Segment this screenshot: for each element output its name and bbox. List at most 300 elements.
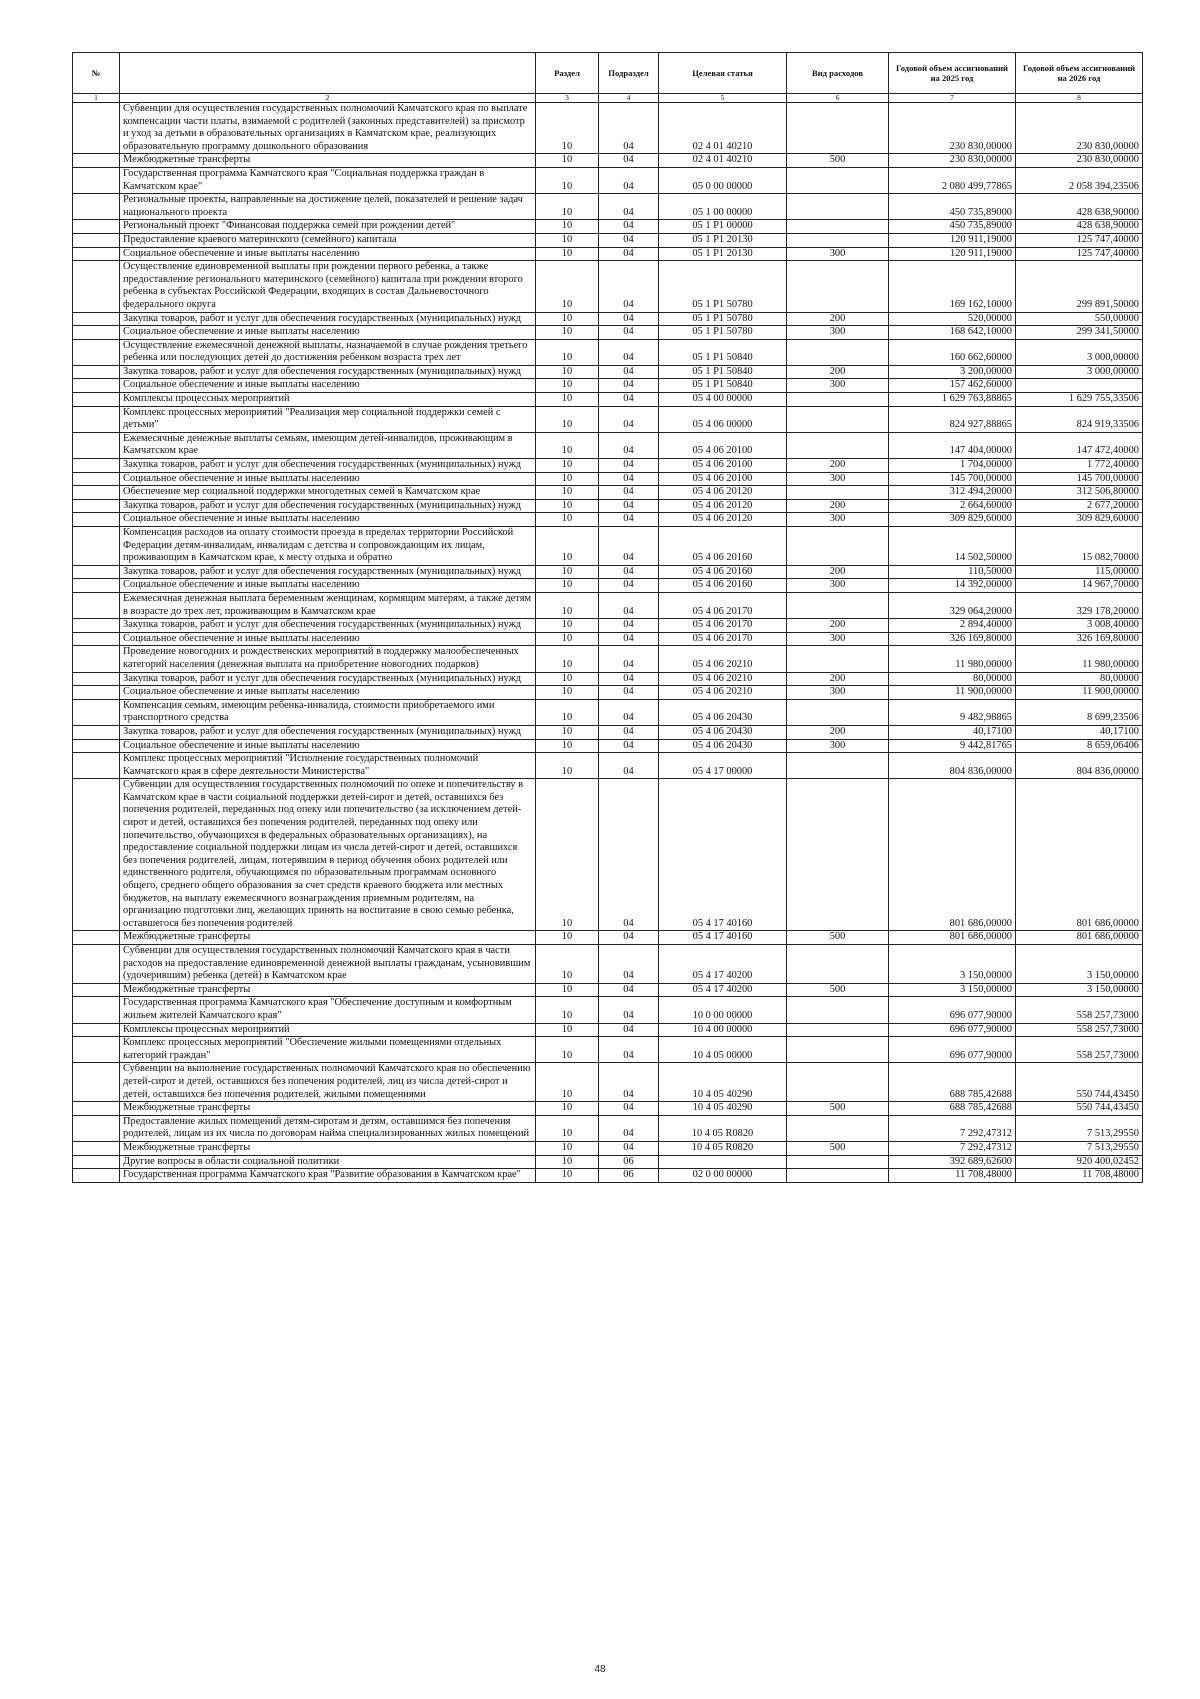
row-volume-2025-cell: 804 836,00000 <box>889 753 1016 779</box>
row-volume-2026-cell: 40,17100 <box>1016 725 1143 739</box>
row-number-cell <box>73 672 120 686</box>
row-volume-2025-cell: 230 830,00000 <box>889 103 1016 154</box>
row-number-cell <box>73 365 120 379</box>
row-razdel-cell: 10 <box>536 686 599 700</box>
row-number-cell <box>73 579 120 593</box>
row-target-article-cell: 10 4 05 00000 <box>659 1037 787 1063</box>
row-target-article-cell: 05 4 06 20100 <box>659 432 787 458</box>
row-volume-2025-cell: 450 735,89000 <box>889 194 1016 220</box>
row-podrazdel-cell: 04 <box>599 486 659 500</box>
row-podrazdel-cell: 04 <box>599 472 659 486</box>
column-number-row <box>73 94 1143 103</box>
row-number-cell <box>73 194 120 220</box>
row-volume-2026-cell: 11 708,48000 <box>1016 1169 1143 1183</box>
row-expense-type-cell: 200 <box>787 499 889 513</box>
row-target-article-cell: 05 1 P1 00000 <box>659 220 787 234</box>
row-podrazdel-cell: 04 <box>599 1141 659 1155</box>
table-row <box>73 672 1143 686</box>
column-number: 1 <box>73 94 120 103</box>
row-razdel-cell: 10 <box>536 486 599 500</box>
row-expense-type-cell: 200 <box>787 312 889 326</box>
row-volume-2026-cell: 550 744,43450 <box>1016 1063 1143 1102</box>
row-volume-2026-cell: 8 659,06406 <box>1016 739 1143 753</box>
row-number-cell <box>73 983 120 997</box>
row-podrazdel-cell: 04 <box>599 379 659 393</box>
row-expense-type-cell: 500 <box>787 154 889 168</box>
row-razdel-cell: 10 <box>536 579 599 593</box>
row-volume-2025-cell: 169 162,10000 <box>889 261 1016 312</box>
row-expense-type-cell: 200 <box>787 672 889 686</box>
column-number: 8 <box>1016 94 1143 103</box>
row-podrazdel-cell: 04 <box>599 154 659 168</box>
row-expense-type-cell <box>787 339 889 365</box>
row-target-article-cell: 05 4 06 20160 <box>659 565 787 579</box>
page-number: 48 <box>594 1664 606 1675</box>
row-podrazdel-cell: 04 <box>599 1102 659 1116</box>
row-number-cell <box>73 247 120 261</box>
row-name-cell: Осуществление единовременной выплаты при рождении первого ребенка, а также предоставление регионального материнского (семейного) капитала при рождении второго ребенка в субъектах Российской Федерации, входящих в состав Дальневосточного федерального округа <box>120 261 536 312</box>
row-number-cell <box>73 103 120 154</box>
row-expense-type-cell <box>787 1115 889 1141</box>
row-number-cell <box>73 432 120 458</box>
row-number-cell <box>73 739 120 753</box>
row-razdel-cell: 10 <box>536 379 599 393</box>
table-row <box>73 406 1143 432</box>
table-row <box>73 592 1143 618</box>
row-expense-type-cell: 300 <box>787 686 889 700</box>
row-podrazdel-cell: 04 <box>599 499 659 513</box>
row-number-cell <box>73 312 120 326</box>
row-volume-2025-cell: 9 442,81765 <box>889 739 1016 753</box>
row-volume-2026-cell: 11 980,00000 <box>1016 646 1143 672</box>
row-razdel-cell: 10 <box>536 1023 599 1037</box>
row-expense-type-cell <box>787 1169 889 1183</box>
row-volume-2026-cell: 2 058 394,23506 <box>1016 167 1143 193</box>
table-row <box>73 1141 1143 1155</box>
row-name-cell: Закупка товаров, работ и услуг для обеспечения государственных (муниципальных) нужд <box>120 312 536 326</box>
row-volume-2025-cell: 3 150,00000 <box>889 983 1016 997</box>
row-podrazdel-cell: 04 <box>599 527 659 566</box>
table-row <box>73 997 1143 1023</box>
row-number-cell <box>73 1169 120 1183</box>
table-row <box>73 699 1143 725</box>
row-podrazdel-cell: 04 <box>599 326 659 340</box>
row-podrazdel-cell: 04 <box>599 247 659 261</box>
row-name-cell: Социальное обеспечение и иные выплаты населению <box>120 326 536 340</box>
row-volume-2026-cell: 558 257,73000 <box>1016 997 1143 1023</box>
row-volume-2025-cell: 230 830,00000 <box>889 154 1016 168</box>
row-expense-type-cell <box>787 646 889 672</box>
row-name-cell: Субвенции для осуществления государственных полномочий по опеке и попечительству в Камчатском крае в части социальной поддержки детей-сирот и детей, оставшихся без попечения родителей, переданных под опеку или попечительство (за исключением детей-сирот и детей, оставшихся без попечения родителей, переданных под опеку или попечительство, обучающихся в федеральных образовательных организациях), на предоставление социальной поддержки лицам из числа детей-сирот и детей, оставшихся без попечения родителей, лицам, потерявшим в период обучения обоих родителей или единственного родителя, обучающимся по образовательным программам основного общего, среднего общего образования за счет средств краевого бюджета или местных бюджетов, на выплату ежемесячного вознаграждения приемным родителям, на организацию подготовки лиц, желающих принять на воспитание в свою семью ребенка, оставшегося без попечения родителей <box>120 779 536 931</box>
header-number: № <box>73 53 120 94</box>
row-name-cell: Межбюджетные трансферты <box>120 1141 536 1155</box>
row-name-cell: Региональные проекты, направленные на достижение целей, показателей и решение задач национального проекта <box>120 194 536 220</box>
row-volume-2025-cell: 11 900,00000 <box>889 686 1016 700</box>
row-target-article-cell: 10 4 05 40290 <box>659 1102 787 1116</box>
row-volume-2026-cell: 299 341,50000 <box>1016 326 1143 340</box>
row-target-article-cell: 05 4 06 20210 <box>659 672 787 686</box>
row-volume-2026-cell: 920 400,02452 <box>1016 1155 1143 1169</box>
row-podrazdel-cell: 04 <box>599 686 659 700</box>
row-name-cell: Компенсация семьям, имеющим ребенка-инвалида, стоимости приобретаемого ими транспортного средства <box>120 699 536 725</box>
row-expense-type-cell <box>787 1155 889 1169</box>
row-expense-type-cell <box>787 393 889 407</box>
row-number-cell <box>73 1155 120 1169</box>
row-razdel-cell: 10 <box>536 565 599 579</box>
row-razdel-cell: 10 <box>536 1102 599 1116</box>
row-volume-2025-cell: 1 704,00000 <box>889 459 1016 473</box>
table-row <box>73 1169 1143 1183</box>
row-number-cell <box>73 527 120 566</box>
row-target-article-cell: 05 1 P1 50780 <box>659 312 787 326</box>
row-number-cell <box>73 220 120 234</box>
row-volume-2025-cell: 450 735,89000 <box>889 220 1016 234</box>
row-volume-2026-cell: 230 830,00000 <box>1016 103 1143 154</box>
row-razdel-cell: 10 <box>536 1115 599 1141</box>
row-name-cell: Закупка товаров, работ и услуг для обеспечения государственных (муниципальных) нужд <box>120 565 536 579</box>
row-volume-2026-cell: 80,00000 <box>1016 672 1143 686</box>
row-target-article-cell: 05 4 06 20120 <box>659 499 787 513</box>
row-volume-2026-cell: 558 257,73000 <box>1016 1037 1143 1063</box>
row-volume-2026-cell: 8 699,23506 <box>1016 699 1143 725</box>
row-podrazdel-cell: 04 <box>599 779 659 931</box>
row-target-article-cell: 05 4 06 20210 <box>659 646 787 672</box>
row-razdel-cell: 10 <box>536 154 599 168</box>
row-name-cell: Субвенции для осуществления государственных полномочий Камчатского края в части расходов на предоставление единовременной денежной выплаты гражданам, усыновившим (удочерившим) ребенка (детей) в Камчатском крае <box>120 945 536 984</box>
row-number-cell <box>73 499 120 513</box>
row-target-article-cell: 05 1 P1 20130 <box>659 233 787 247</box>
table-row <box>73 632 1143 646</box>
row-volume-2026-cell <box>1016 379 1143 393</box>
row-expense-type-cell <box>787 753 889 779</box>
row-expense-type-cell: 300 <box>787 379 889 393</box>
table-row <box>73 154 1143 168</box>
row-expense-type-cell <box>787 1063 889 1102</box>
row-name-cell: Комплекс процессных мероприятий "Обеспечение жилыми помещениями отдельных категорий граждан" <box>120 1037 536 1063</box>
row-target-article-cell: 05 4 06 20120 <box>659 513 787 527</box>
row-razdel-cell: 10 <box>536 1037 599 1063</box>
row-podrazdel-cell: 04 <box>599 753 659 779</box>
row-razdel-cell: 10 <box>536 103 599 154</box>
row-number-cell <box>73 686 120 700</box>
row-volume-2025-cell: 392 689,62600 <box>889 1155 1016 1169</box>
row-razdel-cell: 10 <box>536 432 599 458</box>
row-number-cell <box>73 699 120 725</box>
row-volume-2026-cell: 824 919,33506 <box>1016 406 1143 432</box>
table-row <box>73 646 1143 672</box>
row-target-article-cell: 05 0 00 00000 <box>659 167 787 193</box>
row-podrazdel-cell: 04 <box>599 699 659 725</box>
row-razdel-cell: 10 <box>536 1155 599 1169</box>
row-number-cell <box>73 565 120 579</box>
row-podrazdel-cell: 04 <box>599 565 659 579</box>
row-number-cell <box>73 632 120 646</box>
row-number-cell <box>73 753 120 779</box>
budget-sheet <box>72 52 1142 1183</box>
row-volume-2026-cell: 558 257,73000 <box>1016 1023 1143 1037</box>
row-target-article-cell: 05 1 P1 50840 <box>659 365 787 379</box>
table-row <box>73 513 1143 527</box>
row-razdel-cell: 10 <box>536 779 599 931</box>
column-number: 7 <box>889 94 1016 103</box>
row-target-article-cell: 05 4 00 00000 <box>659 393 787 407</box>
row-volume-2026-cell: 2 677,20000 <box>1016 499 1143 513</box>
row-podrazdel-cell: 04 <box>599 983 659 997</box>
table-row <box>73 1023 1143 1037</box>
table-row <box>73 103 1143 154</box>
row-number-cell <box>73 619 120 633</box>
row-number-cell <box>73 1141 120 1155</box>
row-number-cell <box>73 646 120 672</box>
row-razdel-cell: 10 <box>536 194 599 220</box>
row-razdel-cell: 10 <box>536 592 599 618</box>
row-name-cell: Социальное обеспечение и иные выплаты населению <box>120 247 536 261</box>
row-target-article-cell: 05 4 06 20100 <box>659 459 787 473</box>
table-body <box>73 103 1143 1183</box>
row-name-cell: Ежемесячные денежные выплаты семьям, имеющим детей-инвалидов, проживающим в Камчатском крае <box>120 432 536 458</box>
row-expense-type-cell: 300 <box>787 326 889 340</box>
row-name-cell: Социальное обеспечение и иные выплаты населению <box>120 379 536 393</box>
row-volume-2025-cell: 157 462,60000 <box>889 379 1016 393</box>
row-expense-type-cell: 500 <box>787 1102 889 1116</box>
row-podrazdel-cell: 04 <box>599 619 659 633</box>
row-name-cell: Социальное обеспечение и иные выплаты населению <box>120 513 536 527</box>
row-volume-2025-cell: 80,00000 <box>889 672 1016 686</box>
row-name-cell: Компенсация расходов на оплату стоимости проезда в пределах территории Российской Федерации детям-инвалидам, инвалидам с детства и сопровождающим их лицам, проживающим в Камчатском крае, к месту отдыха и обратно <box>120 527 536 566</box>
row-razdel-cell: 10 <box>536 646 599 672</box>
row-expense-type-cell: 200 <box>787 565 889 579</box>
row-volume-2025-cell: 7 292,47312 <box>889 1115 1016 1141</box>
row-expense-type-cell <box>787 233 889 247</box>
row-expense-type-cell: 200 <box>787 725 889 739</box>
row-razdel-cell: 10 <box>536 167 599 193</box>
header-expense-type: Вид расходов <box>787 53 889 94</box>
row-number-cell <box>73 779 120 931</box>
row-volume-2025-cell: 329 064,20000 <box>889 592 1016 618</box>
row-razdel-cell: 10 <box>536 699 599 725</box>
row-name-cell: Комплекс процессных мероприятий "Исполнение государственных полномочий Камчатского края в сфере деятельности Министерства" <box>120 753 536 779</box>
header-target-article: Целевая статья <box>659 53 787 94</box>
row-target-article-cell: 05 1 P1 50840 <box>659 339 787 365</box>
row-expense-type-cell: 200 <box>787 619 889 633</box>
table-row <box>73 725 1143 739</box>
table-row <box>73 167 1143 193</box>
row-volume-2025-cell: 7 292,47312 <box>889 1141 1016 1155</box>
row-expense-type-cell: 500 <box>787 1141 889 1155</box>
row-target-article-cell: 05 4 17 00000 <box>659 753 787 779</box>
row-expense-type-cell <box>787 261 889 312</box>
row-name-cell: Обеспечение мер социальной поддержки многодетных семей в Камчатском крае <box>120 486 536 500</box>
table-row <box>73 619 1143 633</box>
row-name-cell: Комплексы процессных мероприятий <box>120 1023 536 1037</box>
row-target-article-cell: 05 1 P1 50780 <box>659 326 787 340</box>
table-row <box>73 579 1143 593</box>
row-expense-type-cell: 200 <box>787 365 889 379</box>
row-razdel-cell: 10 <box>536 247 599 261</box>
row-volume-2025-cell: 40,17100 <box>889 725 1016 739</box>
row-expense-type-cell: 300 <box>787 632 889 646</box>
row-podrazdel-cell: 06 <box>599 1169 659 1183</box>
row-name-cell: Предоставление краевого материнского (семейного) капитала <box>120 233 536 247</box>
row-podrazdel-cell: 04 <box>599 931 659 945</box>
row-expense-type-cell: 300 <box>787 472 889 486</box>
row-volume-2025-cell: 3 150,00000 <box>889 945 1016 984</box>
row-volume-2026-cell: 147 472,40000 <box>1016 432 1143 458</box>
row-razdel-cell: 10 <box>536 1141 599 1155</box>
row-number-cell <box>73 945 120 984</box>
row-target-article-cell: 10 4 05 R0820 <box>659 1115 787 1141</box>
row-name-cell: Комплекс процессных мероприятий "Реализация мер социальной поддержки семей с детьми" <box>120 406 536 432</box>
row-podrazdel-cell: 06 <box>599 1155 659 1169</box>
header-name <box>120 53 536 94</box>
row-number-cell <box>73 261 120 312</box>
row-razdel-cell: 10 <box>536 339 599 365</box>
row-volume-2026-cell: 7 513,29550 <box>1016 1115 1143 1141</box>
row-razdel-cell: 10 <box>536 406 599 432</box>
row-volume-2026-cell: 7 513,29550 <box>1016 1141 1143 1155</box>
row-podrazdel-cell: 04 <box>599 592 659 618</box>
row-target-article-cell: 10 4 05 R0820 <box>659 1141 787 1155</box>
row-volume-2025-cell: 326 169,80000 <box>889 632 1016 646</box>
row-expense-type-cell <box>787 592 889 618</box>
row-name-cell: Государственная программа Камчатского края "Социальная поддержка граждан в Камчатском крае" <box>120 167 536 193</box>
row-target-article-cell: 02 0 00 00000 <box>659 1169 787 1183</box>
table-row <box>73 499 1143 513</box>
row-razdel-cell: 10 <box>536 326 599 340</box>
row-name-cell: Закупка товаров, работ и услуг для обеспечения государственных (муниципальных) нужд <box>120 499 536 513</box>
row-expense-type-cell: 300 <box>787 247 889 261</box>
row-number-cell <box>73 1115 120 1141</box>
row-expense-type-cell: 300 <box>787 579 889 593</box>
row-target-article-cell: 05 4 17 40160 <box>659 779 787 931</box>
table-row <box>73 393 1143 407</box>
row-name-cell: Социальное обеспечение и иные выплаты населению <box>120 579 536 593</box>
row-podrazdel-cell: 04 <box>599 365 659 379</box>
row-target-article-cell: 05 4 06 20120 <box>659 486 787 500</box>
row-razdel-cell: 10 <box>536 632 599 646</box>
row-expense-type-cell: 200 <box>787 459 889 473</box>
row-number-cell <box>73 486 120 500</box>
row-razdel-cell: 10 <box>536 513 599 527</box>
row-podrazdel-cell: 04 <box>599 579 659 593</box>
header-volume-2026: Годовой объем ассигнований на 2026 год <box>1016 53 1143 94</box>
row-number-cell <box>73 167 120 193</box>
row-name-cell: Государственная программа Камчатского края "Развитие образования в Камчатском крае" <box>120 1169 536 1183</box>
row-number-cell <box>73 233 120 247</box>
table-row <box>73 931 1143 945</box>
row-number-cell <box>73 379 120 393</box>
row-volume-2025-cell: 2 080 499,77865 <box>889 167 1016 193</box>
row-razdel-cell: 10 <box>536 725 599 739</box>
row-expense-type-cell <box>787 527 889 566</box>
row-volume-2025-cell: 168 642,10000 <box>889 326 1016 340</box>
row-volume-2026-cell: 15 082,70000 <box>1016 527 1143 566</box>
row-expense-type-cell: 500 <box>787 983 889 997</box>
row-razdel-cell: 10 <box>536 1169 599 1183</box>
row-number-cell <box>73 393 120 407</box>
row-name-cell: Закупка товаров, работ и услуг для обеспечения государственных (муниципальных) нужд <box>120 725 536 739</box>
row-volume-2025-cell: 145 700,00000 <box>889 472 1016 486</box>
table-row <box>73 247 1143 261</box>
table-row <box>73 686 1143 700</box>
row-volume-2025-cell: 160 662,60000 <box>889 339 1016 365</box>
row-podrazdel-cell: 04 <box>599 739 659 753</box>
row-volume-2025-cell: 696 077,90000 <box>889 1037 1016 1063</box>
row-target-article-cell: 05 4 06 00000 <box>659 406 787 432</box>
row-podrazdel-cell: 04 <box>599 513 659 527</box>
table-row <box>73 379 1143 393</box>
row-razdel-cell: 10 <box>536 459 599 473</box>
table-row <box>73 739 1143 753</box>
row-name-cell: Закупка товаров, работ и услуг для обеспечения государственных (муниципальных) нужд <box>120 672 536 686</box>
row-podrazdel-cell: 04 <box>599 1023 659 1037</box>
row-expense-type-cell <box>787 945 889 984</box>
row-expense-type-cell <box>787 486 889 500</box>
table-row <box>73 779 1143 931</box>
row-podrazdel-cell: 04 <box>599 406 659 432</box>
column-number: 3 <box>536 94 599 103</box>
row-number-cell <box>73 459 120 473</box>
row-target-article-cell: 05 1 P1 50840 <box>659 379 787 393</box>
row-expense-type-cell: 300 <box>787 739 889 753</box>
row-volume-2025-cell: 801 686,00000 <box>889 931 1016 945</box>
row-number-cell <box>73 513 120 527</box>
row-name-cell: Предоставление жилых помещений детям-сиротам и детям, оставшимся без попечения родителей, лицам из их числа по договорам найма специализированных жилых помещений <box>120 1115 536 1141</box>
row-podrazdel-cell: 04 <box>599 103 659 154</box>
row-expense-type-cell: 300 <box>787 513 889 527</box>
row-volume-2026-cell: 329 178,20000 <box>1016 592 1143 618</box>
row-volume-2025-cell: 1 629 763,88865 <box>889 393 1016 407</box>
row-name-cell: Субвенции на выполнение государственных полномочий Камчатского края по обеспечению детей-сирот и детей, оставшихся без попечения родителей, лиц из числа детей-сирот и детей, оставшихся без попечения родителей, жилыми помещениями <box>120 1063 536 1102</box>
row-razdel-cell: 10 <box>536 261 599 312</box>
row-name-cell: Государственная программа Камчатского края "Обеспечение доступным и комфортным жильем жителей Камчатского края" <box>120 997 536 1023</box>
table-row <box>73 220 1143 234</box>
table-row <box>73 432 1143 458</box>
row-volume-2026-cell: 428 638,90000 <box>1016 220 1143 234</box>
row-number-cell <box>73 1102 120 1116</box>
row-podrazdel-cell: 04 <box>599 393 659 407</box>
table-row <box>73 527 1143 566</box>
table-row <box>73 233 1143 247</box>
row-expense-type-cell <box>787 220 889 234</box>
row-name-cell: Межбюджетные трансферты <box>120 931 536 945</box>
row-volume-2026-cell: 312 506,80000 <box>1016 486 1143 500</box>
row-podrazdel-cell: 04 <box>599 220 659 234</box>
row-volume-2025-cell: 110,50000 <box>889 565 1016 579</box>
row-razdel-cell: 10 <box>536 983 599 997</box>
row-target-article-cell <box>659 1155 787 1169</box>
table-row <box>73 261 1143 312</box>
row-expense-type-cell <box>787 1037 889 1063</box>
row-number-cell <box>73 1037 120 1063</box>
row-podrazdel-cell: 04 <box>599 632 659 646</box>
row-volume-2026-cell: 11 900,00000 <box>1016 686 1143 700</box>
row-target-article-cell: 05 4 06 20430 <box>659 725 787 739</box>
row-volume-2025-cell: 312 494,20000 <box>889 486 1016 500</box>
row-number-cell <box>73 326 120 340</box>
row-name-cell: Осуществление ежемесячной денежной выплаты, назначаемой в случае рождения третьего ребенка или последующих детей до достижения ребенком возраста трех лет <box>120 339 536 365</box>
row-podrazdel-cell: 04 <box>599 672 659 686</box>
row-podrazdel-cell: 04 <box>599 725 659 739</box>
row-razdel-cell: 10 <box>536 1063 599 1102</box>
row-name-cell: Социальное обеспечение и иные выплаты населению <box>120 472 536 486</box>
table-row <box>73 945 1143 984</box>
row-number-cell <box>73 154 120 168</box>
row-volume-2026-cell: 3 150,00000 <box>1016 945 1143 984</box>
row-target-article-cell: 05 4 06 20430 <box>659 699 787 725</box>
row-target-article-cell: 05 4 06 20100 <box>659 472 787 486</box>
row-razdel-cell: 10 <box>536 739 599 753</box>
